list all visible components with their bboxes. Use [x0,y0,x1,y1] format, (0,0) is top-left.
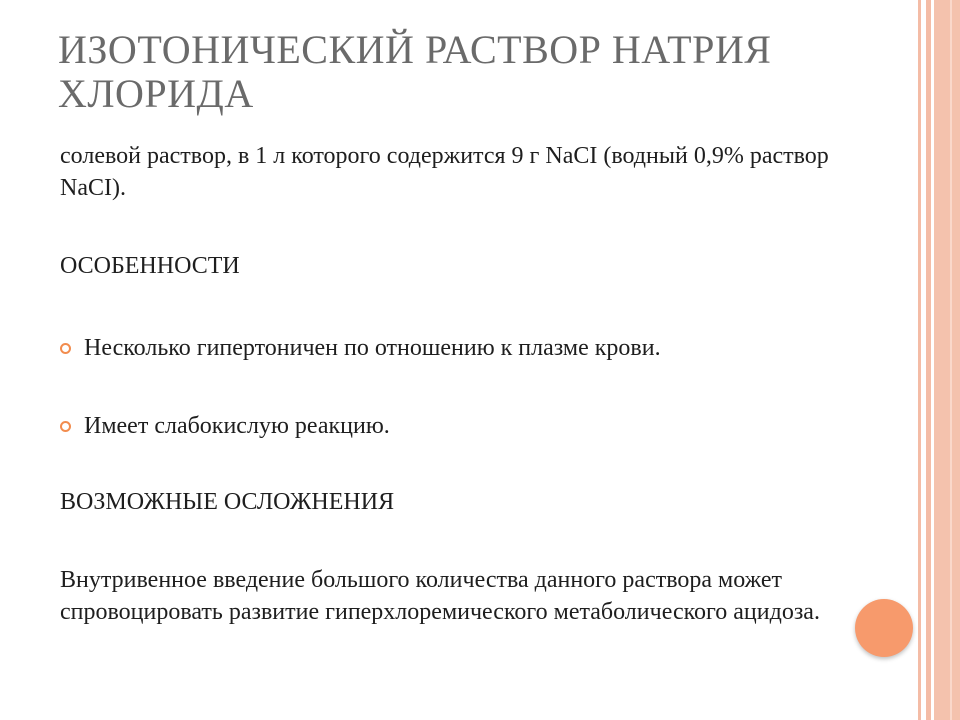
decorative-circle [855,599,913,657]
feature-text: Имеет слабокислую реакцию. [84,413,390,439]
bullet-circle-icon [60,343,71,354]
definition-text: солевой раствор, в 1 л которого содержится 9 г NaCI (водный 0,9% раствор NaCI). [60,143,829,201]
complications-text: Внутривенное введение большого количества данного раствора может спровоцировать развитие гиперхлоремического метаболического ацидоза. [60,567,820,625]
complications-heading: ВОЗМОЖНЫЕ ОСЛОЖНЕНИЯ [60,489,395,515]
decorative-stripe [950,0,952,720]
bullet-circle-icon [60,421,71,432]
decorative-stripe [918,0,921,720]
slide-title: ИЗОТОНИЧЕСКИЙ РАСТВОР НАТРИЯ ХЛОРИДА [58,27,772,116]
feature-item [60,332,880,364]
decorative-stripe [934,0,960,720]
feature-item [60,410,880,442]
features-heading: ОСОБЕННОСТИ [60,253,240,279]
feature-text: Несколько гипертоничен по отношению к плазме крови. [84,335,661,361]
